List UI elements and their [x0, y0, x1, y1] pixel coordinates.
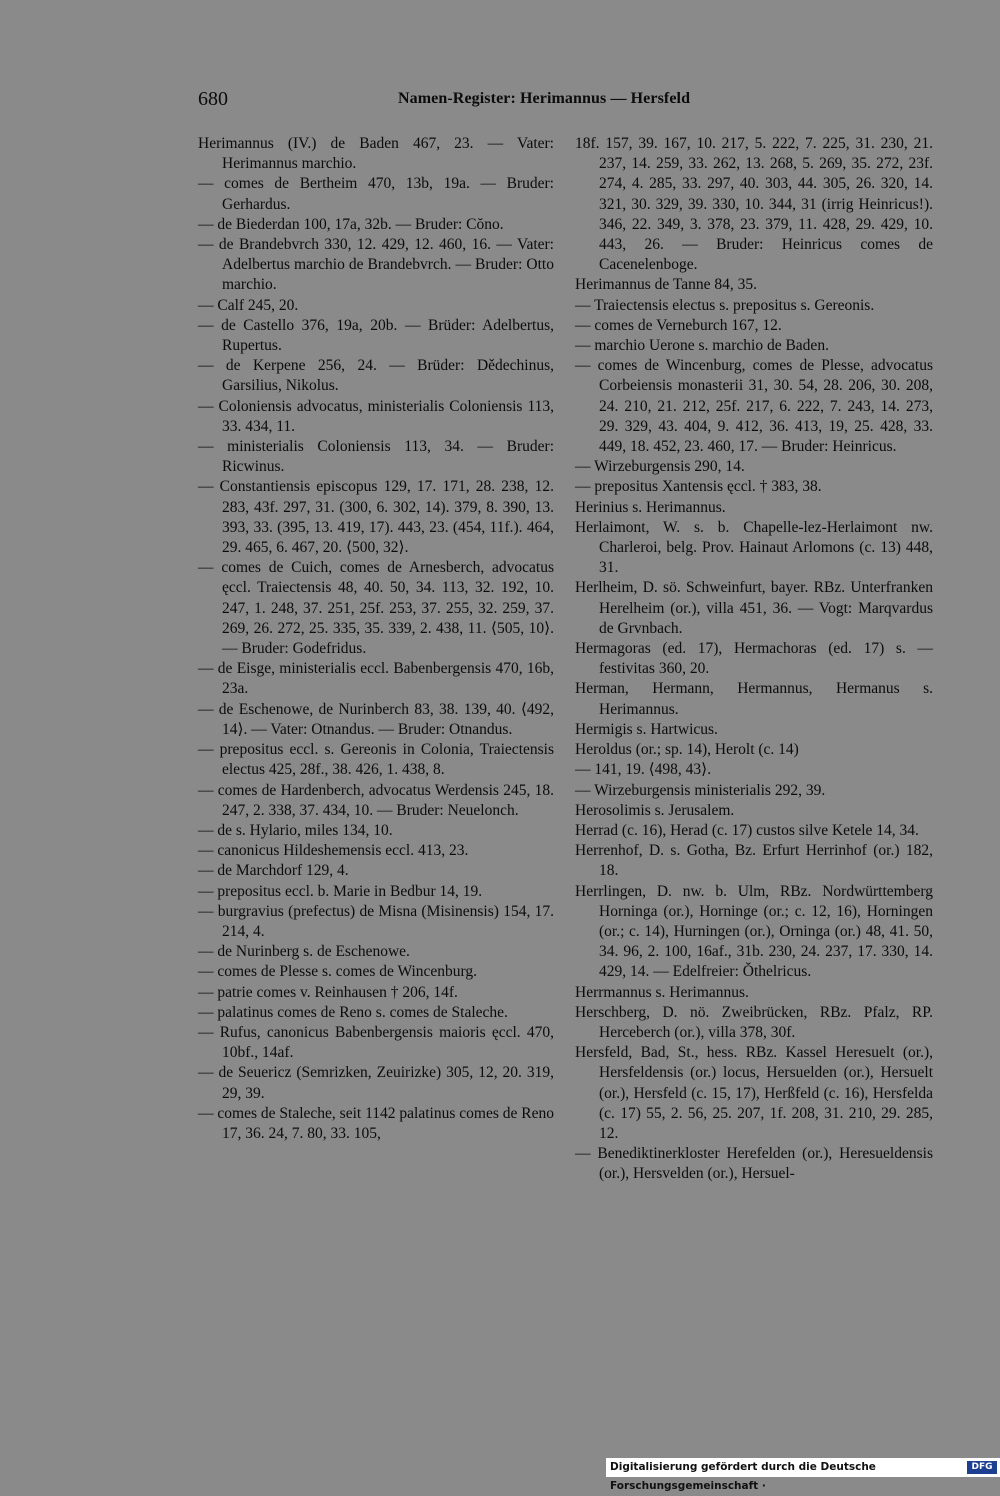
register-entry: — de Castello 376, 19a, 20b. — Brüder: Adelbertus, Rupertus. [198, 316, 554, 355]
register-entry: — comes de Verneburch 167, 12. [575, 316, 782, 334]
register-entry: Herimannus de Tanne 84, 35. [575, 276, 758, 294]
register-entry: — prepositus Xantensis ęccl. † 383, 38. [575, 478, 822, 496]
register-entry: — de s. Hylario, miles 134, 10. [198, 821, 393, 839]
register-entry: — prepositus eccl. s. Gereonis in Colonia, Traiectensis electus 425, 28f., 38. 426, 1. 438, 8. [198, 741, 554, 779]
register-entry: Herinius s. Herimannus. [575, 498, 726, 516]
register-entry: — de Brandebvrch 330, 12. 429, 12. 460, 16. — Vater: Adelbertus marchio de Brandebvrch. — Bruder: Otto marchio. [198, 236, 554, 294]
register-entry: Herlheim, D. sö. Schweinfurt, bayer. RBz. Unterfranken Herelheim (or.), villa 451, 36. — Vogt: Marqvardus de Grvnbach. [575, 579, 933, 637]
register-entry: — Constantiensis episcopus 129, 17. 171, 28. 238, 12. 283, 43f. 297, 31. (300, 6. 302, 14). 379, 8. 390, 13. 393, 33. (395, 13. 419, 17). 443, 23. (454, 11f.). 464, 29. 465, 6. 467, 20. ⟨500, 32⟩. [198, 478, 554, 557]
register-entry: — de Seuericz (Semrizken, Zeuirizke) 305, 12, 20. 319, 29, 39. [198, 1064, 554, 1102]
register-entry: Herosolimis s. Jerusalem. [575, 801, 735, 819]
register-entry: — de Kerpene 256, 24. — Brüder: Dědechinus, Garsilius, Nikolus. [198, 357, 554, 395]
register-entry: — prepositus eccl. b. Marie in Bedbur 14, 19. [198, 882, 483, 900]
register-entry: — comes de Plesse s. comes de Wincenburg. [198, 963, 478, 981]
dfg-footer [606, 1458, 1000, 1492]
register-entry: — canonicus Hildeshemensis eccl. 413, 23. [198, 842, 469, 860]
register-entry: Hersfeld, Bad, St., hess. RBz. Kassel Heresuelt (or.), Hersfeldensis (or.) locus, Hersuelden (or.), Hersuelt (or.), Hersfeld (c. 15, 17), Herßfeld (c. 16), Hersfelda (c. 17) 55, 2. 56, 25. 207, 1f. 208, 31. 210, 29. 285, 12. [575, 1044, 933, 1142]
right-column [575, 134, 933, 1185]
register-entry: — Wirzeburgensis 290, 14. [575, 458, 745, 476]
register-entry: 18f. 157, 39. 167, 10. 217, 5. 222, 7. 225, 31. 230, 21. 237, 14. 259, 33. 262, 13. 268, 5. 269, 35. 272, 23f. 274, 4. 285, 33. 297, 40. 303, 44. 305, 26. 320, 14. 321, 30. 329, 39. 330, 10. 344, 31 (irrig Heinricus!). 346, 22. 349, 3. 378, 23. 379, 11. 428, 29. 429, 10. 443, 26. — Bruder: Heinricus comes de Cacenelenboge. [575, 135, 933, 274]
register-entry: — Benediktinerkloster Herefelden (or.), Heresueldensis (or.), Hersvelden (or.), Hersuel- [575, 1145, 933, 1183]
register-entry: — Rufus, canonicus Babenbergensis maioris ęccl. 470, 10bf., 14af. [198, 1023, 554, 1062]
register-entry: — ministerialis Coloniensis 113, 34. — Bruder: Ricwinus. [198, 438, 554, 476]
dfg-logo: DFG [967, 1461, 997, 1474]
register-entry: Herrad (c. 16), Herad (c. 17) custos silve Ketele 14, 34. [575, 821, 919, 839]
register-entry: — marchio Uerone s. marchio de Baden. [575, 337, 829, 355]
register-entry: — Traiectensis electus s. prepositus s. Gereonis. [575, 296, 875, 314]
register-entry: — de Eschenowe, de Nurinberch 83, 38. 139, 40. ⟨492, 14⟩. — Vater: Otnandus. — Bruder: Otnandus. [198, 700, 554, 738]
register-entry: — comes de Hardenberch, advocatus Werdensis 245, 18. 247, 2. 338, 37. 434, 10. — Bruder: Neuelonch. [198, 781, 554, 819]
register-entry: — comes de Staleche, seit 1142 palatinus comes de Reno 17, 36. 24, 7. 80, 33. 105, [198, 1104, 554, 1142]
register-entry: Hermagoras (ed. 17), Hermachoras (ed. 17) s. — festivitas 360, 20. [575, 640, 933, 678]
register-entry: — de Biederdan 100, 17a, 32b. — Bruder: Cŏno. [198, 215, 504, 233]
register-entry: Herrlingen, D. nw. b. Ulm, RBz. Nordwürttemberg Horninga (or.), Horninge (or.; c. 12, 16), Horningen (or.; c. 14), Hurningen (or.), Orninga (or.) 48, 41. 50, 34. 96, 2. 100, 16af., 31b. 230, 24. 237, 17. 330, 14. 429, 14. — Edelfreier: Ŏthelricus. [575, 882, 933, 981]
register-entry: Herrmannus s. Herimannus. [575, 983, 749, 1001]
register-entry: — comes de Wincenburg, comes de Plesse, advocatus Corbeiensis monasterii 31, 30. 54, 28. 206, 30. 208, 24. 210, 21. 212, 25f. 217, 6. 222, 7. 243, 14. 273, 29. 329, 43. 404, 9. 412, 36. 413, 19, 25. 428, 33. 449, 18. 452, 23. 460, 17. — Bruder: Heinricus. [575, 357, 933, 456]
register-entry: — comes de Bertheim 470, 13b, 19a. — Bruder: Gerhardus. [198, 175, 554, 213]
left-column [198, 134, 554, 1144]
register-entry: — palatinus comes de Reno s. comes de Staleche. [198, 1003, 508, 1021]
running-title: Namen-Register: Herimannus — Hersfeld [398, 90, 691, 107]
register-entry: — de Marchdorf 129, 4. [198, 862, 349, 880]
register-entry: Herschberg, D. nö. Zweibrücken, RBz. Pfalz, RP. Herceberch (or.), villa 378, 30f. [575, 1003, 933, 1041]
register-entry: — de Eisge, ministerialis eccl. Babenbergensis 470, 16b, 23a. [198, 660, 554, 698]
register-entry: — Calf 245, 20. [198, 296, 299, 314]
footer-text: Digitalisierung gefördert durch die Deutsche Forschungsgemeinschaft · [610, 1461, 876, 1492]
register-entry: Hermigis s. Hartwicus. [575, 720, 718, 738]
page-header [198, 88, 934, 112]
register-entry: Herlaimont, W. s. b. Chapelle-lez-Herlaimont nw. Charleroi, belg. Prov. Hainaut Arlomons (c. 13) 448, 31. [575, 518, 933, 577]
register-entry: Heroldus (or.; sp. 14), Herolt (c. 14) [575, 741, 799, 759]
register-entry: Herrenhof, D. s. Gotha, Bz. Erfurt Herrinhof (or.) 182, 18. [575, 842, 933, 880]
register-entry: — Coloniensis advocatus, ministerialis Coloniensis 113, 33. 434, 11. [198, 397, 554, 435]
register-entry: — patrie comes v. Reinhausen † 206, 14f. [198, 983, 458, 1001]
register-entry: Herman, Hermann, Hermannus, Hermanus s. Herimannus. [575, 680, 933, 718]
register-entry: — comes de Cuich, comes de Arnesberch, advocatus ęccl. Traiectensis 48, 40. 50, 34. 113, 32. 192, 10. 247, 1. 248, 37. 251, 25f. 253, 37. 255, 32. 259, 37. 269, 26. 272, 25. 335, 35. 339, 2. 438, 11. ⟨505, 10⟩. — Bruder: Godefridus. [198, 559, 554, 658]
register-entry: — de Nurinberg s. de Eschenowe. [198, 943, 410, 961]
register-entry: — burgravius (prefectus) de Misna (Misinensis) 154, 17. 214, 4. [198, 902, 554, 940]
register-entry: — 141, 19. ⟨498, 43⟩. [575, 761, 712, 779]
register-entry: Herimannus (IV.) de Baden 467, 23. — Vater: Herimannus marchio. [198, 135, 554, 173]
register-entry: — Wirzeburgensis ministerialis 292, 39. [575, 781, 826, 799]
page-number: 680 [198, 88, 228, 110]
